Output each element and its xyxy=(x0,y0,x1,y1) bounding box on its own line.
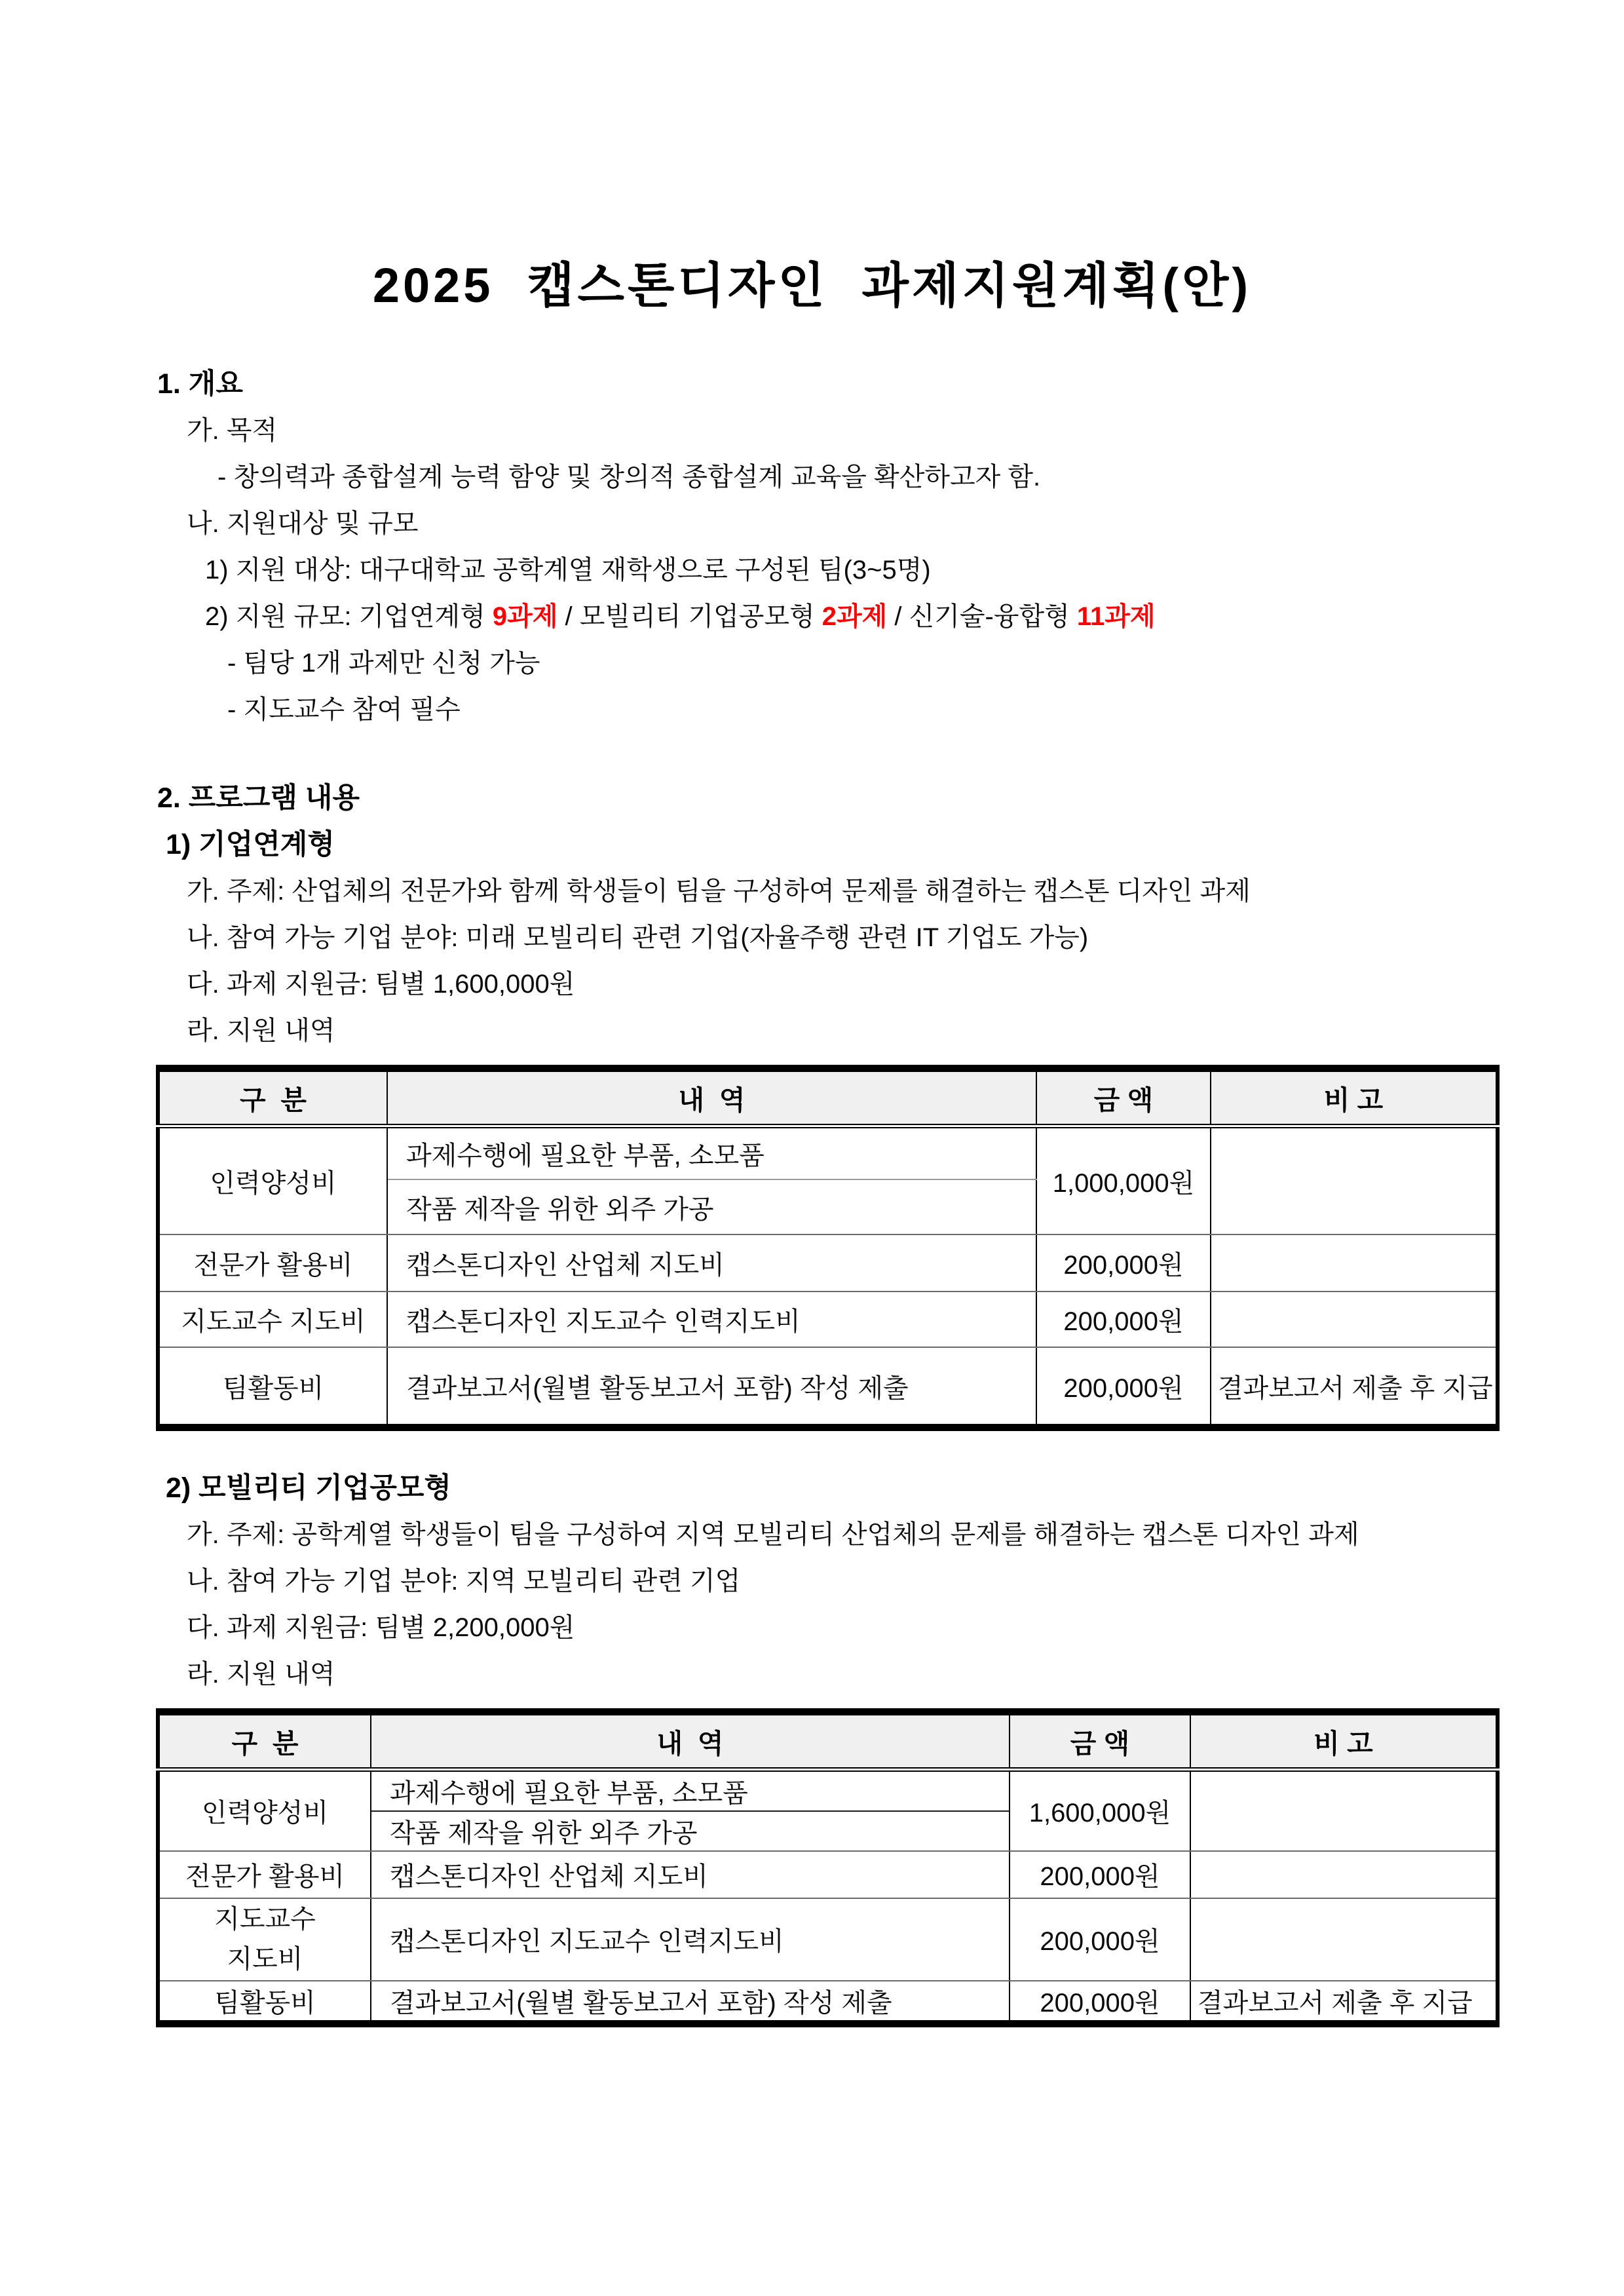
col-header-detail: 내 역 xyxy=(387,1068,1036,1126)
cell-category: 지도교수 지도비 xyxy=(158,1292,387,1347)
cell-note: 결과보고서 제출 후 지급 xyxy=(1190,1981,1498,2024)
cell-amount: 200,000원 xyxy=(1036,1292,1211,1347)
type2-detail-label: 라. 지원 내역 xyxy=(187,1659,335,1689)
support-table-type2 xyxy=(156,1708,1500,2027)
table-row xyxy=(158,1898,1498,1981)
cell-amount: 1,000,000원 xyxy=(1036,1126,1211,1234)
cell-note xyxy=(1211,1234,1498,1292)
type2-fund: 다. 과제 지원금: 팀별 2,200,000원 xyxy=(187,1613,575,1642)
cell-detail: 과제수행에 필요한 부품, 소모품 xyxy=(371,1769,1010,1811)
support-table-type1 xyxy=(156,1065,1500,1431)
cell-category xyxy=(158,1898,371,1981)
cell-detail: 과제수행에 필요한 부품, 소모품 xyxy=(387,1126,1036,1179)
scale-text-2: / 모빌리티 기업공모형 xyxy=(557,602,822,631)
type2-field: 나. 참여 가능 기업 분야: 지역 모빌리티 관련 기업 xyxy=(187,1566,741,1596)
cell-detail: 작품 제작을 위한 외주 가공 xyxy=(387,1179,1036,1234)
col-header-note: 비 고 xyxy=(1211,1068,1498,1126)
cell-detail: 캡스톤디자인 산업체 지도비 xyxy=(387,1234,1036,1292)
col-header-note: 비 고 xyxy=(1190,1712,1498,1769)
type2-topic: 가. 주제: 공학계열 학생들이 팀을 구성하여 지역 모빌리티 산업체의 문제를 해결하는 캡스톤 디자인 과제 xyxy=(187,1520,1359,1549)
scale-count-corporate: 9과제 xyxy=(492,602,558,631)
overview-purpose-label: 가. 목적 xyxy=(187,415,278,445)
scale-count-mobility: 2과제 xyxy=(821,602,888,631)
cell-note xyxy=(1190,1898,1498,1981)
col-header-amount: 금 액 xyxy=(1036,1068,1211,1126)
cell-note xyxy=(1211,1292,1498,1347)
doc-title: 2025 캡스톤디자인 과제지원계획(안) xyxy=(372,258,1252,313)
cell-note: 결과보고서 제출 후 지급 xyxy=(1211,1347,1498,1427)
cell-note xyxy=(1190,1851,1498,1898)
overview-note-2: - 지도교수 참여 필수 xyxy=(227,695,461,724)
type1-fund: 다. 과제 지원금: 팀별 1,600,000원 xyxy=(187,969,575,999)
overview-heading: 1. 개요 xyxy=(157,368,243,400)
cell-category-line: 지도교수 xyxy=(214,1904,316,1934)
col-header-category: 구 분 xyxy=(158,1712,371,1769)
cell-amount: 200,000원 xyxy=(1010,1981,1190,2024)
type1-field: 나. 참여 가능 기업 분야: 미래 모빌리티 관련 기업(자율주행 관련 IT 기업도 가능) xyxy=(187,923,1089,952)
table-row xyxy=(158,1234,1498,1292)
overview-note-1: - 팀당 1개 과제만 신청 가능 xyxy=(227,648,540,678)
cell-detail: 캡스톤디자인 지도교수 인력지도비 xyxy=(387,1292,1036,1347)
cell-category: 팀활동비 xyxy=(158,1347,387,1427)
scale-count-newtech: 11과제 xyxy=(1076,602,1156,631)
cell-category: 전문가 활용비 xyxy=(158,1234,387,1292)
table-header-row xyxy=(158,1712,1498,1769)
scale-text-1: 2) 지원 규모: 기업연계형 xyxy=(205,602,493,631)
type1-heading: 1) 기업연계형 xyxy=(166,828,335,860)
cell-category: 전문가 활용비 xyxy=(158,1851,371,1898)
cell-category: 인력양성비 xyxy=(158,1769,371,1851)
table-row xyxy=(158,1126,1498,1179)
scale-text-3: / 신기술-융합형 xyxy=(887,602,1077,631)
table-row xyxy=(158,1769,1498,1811)
program-heading: 2. 프로그램 내용 xyxy=(157,782,360,814)
cell-category: 팀활동비 xyxy=(158,1981,371,2024)
cell-amount: 200,000원 xyxy=(1036,1234,1211,1292)
table-header-row xyxy=(158,1068,1498,1126)
col-header-detail: 내 역 xyxy=(371,1712,1010,1769)
cell-detail: 결과보고서(월별 활동보고서 포함) 작성 제출 xyxy=(371,1981,1010,2024)
cell-amount: 200,000원 xyxy=(1010,1851,1190,1898)
cell-detail: 결과보고서(월별 활동보고서 포함) 작성 제출 xyxy=(387,1347,1036,1427)
table-row xyxy=(158,1347,1498,1427)
cell-detail: 캡스톤디자인 산업체 지도비 xyxy=(371,1851,1010,1898)
type1-detail-label: 라. 지원 내역 xyxy=(187,1016,335,1045)
cell-note xyxy=(1190,1769,1498,1851)
overview-target-label: 나. 지원대상 및 규모 xyxy=(187,508,419,538)
cell-category-line: 지도비 xyxy=(227,1944,303,1974)
cell-amount: 200,000원 xyxy=(1010,1898,1190,1981)
overview-purpose-detail: - 창의력과 종합설계 능력 함양 및 창의적 종합설계 교육을 확산하고자 함. xyxy=(217,462,1041,491)
cell-note xyxy=(1211,1126,1498,1234)
type1-topic: 가. 주제: 산업체의 전문가와 함께 학생들이 팀을 구성하여 문제를 해결하는 캡스톤 디자인 과제 xyxy=(187,876,1251,906)
overview-target-detail: 1) 지원 대상: 대구대학교 공학계열 재학생으로 구성된 팀(3~5명) xyxy=(205,555,931,584)
col-header-category: 구 분 xyxy=(158,1068,387,1126)
cell-detail: 작품 제작을 위한 외주 가공 xyxy=(371,1811,1010,1851)
cell-detail: 캡스톤디자인 지도교수 인력지도비 xyxy=(371,1898,1010,1981)
table-row xyxy=(158,1851,1498,1898)
col-header-amount: 금 액 xyxy=(1010,1712,1190,1769)
type2-heading: 2) 모빌리티 기업공모형 xyxy=(166,1472,451,1504)
overview-scale-line xyxy=(205,594,1475,640)
cell-category: 인력양성비 xyxy=(158,1126,387,1234)
cell-amount: 1,600,000원 xyxy=(1010,1769,1190,1851)
table-row xyxy=(158,1981,1498,2024)
cell-amount: 200,000원 xyxy=(1036,1347,1211,1427)
table-row xyxy=(158,1292,1498,1347)
